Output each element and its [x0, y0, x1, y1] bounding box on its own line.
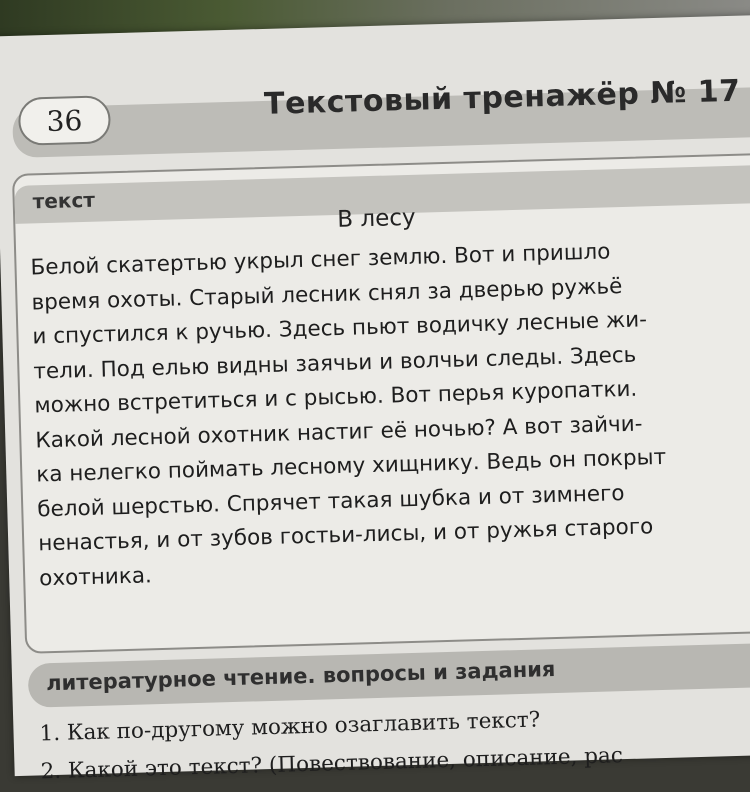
story-line: белой шерстью. Спрячет такая шубка и от зимнего [36, 480, 625, 522]
questions-list [39, 699, 623, 791]
questions-header-bar [28, 643, 750, 708]
story-title: В лесу [336, 204, 416, 233]
story-line: и спустился к ручью. Здесь пьют водичку лесные жи- [32, 307, 648, 350]
story-line: тели. Под елью видны заячьи и волчьи следы. Здесь [33, 342, 637, 384]
story-line: Белой скатертью укрыл снег землю. Вот и пришло [30, 239, 611, 281]
book-page [0, 15, 750, 785]
story-line: ка нелегко поймать лесному хищнику. Ведь он покрыт [36, 444, 667, 488]
page-number-badge: 36 [18, 95, 111, 146]
story-line: охотника. [38, 562, 153, 591]
section-label: текст [32, 187, 96, 214]
story-text [30, 231, 750, 596]
story-line: Какой лесной охотник настиг её ночью? А вот зайчи- [35, 411, 643, 453]
question-item: 2. Какой это текст? (Повествование, описание, рас [40, 743, 624, 785]
story-line: можно встретиться и с рысью. Вот перья куропатки. [34, 376, 638, 419]
question-item: 1. Как по-другому можно озаглавить текст? [39, 707, 541, 747]
story-line: время охоты. Старый лесник снял за дверью ружьё [31, 273, 623, 316]
trainer-title: Текстовый тренажёр № 17 [263, 73, 742, 122]
questions-header: литературное чтение. вопросы и задания [45, 657, 556, 696]
story-line: ненастья, и от зубов гостьи-лисы, и от ружья старого [37, 514, 654, 557]
